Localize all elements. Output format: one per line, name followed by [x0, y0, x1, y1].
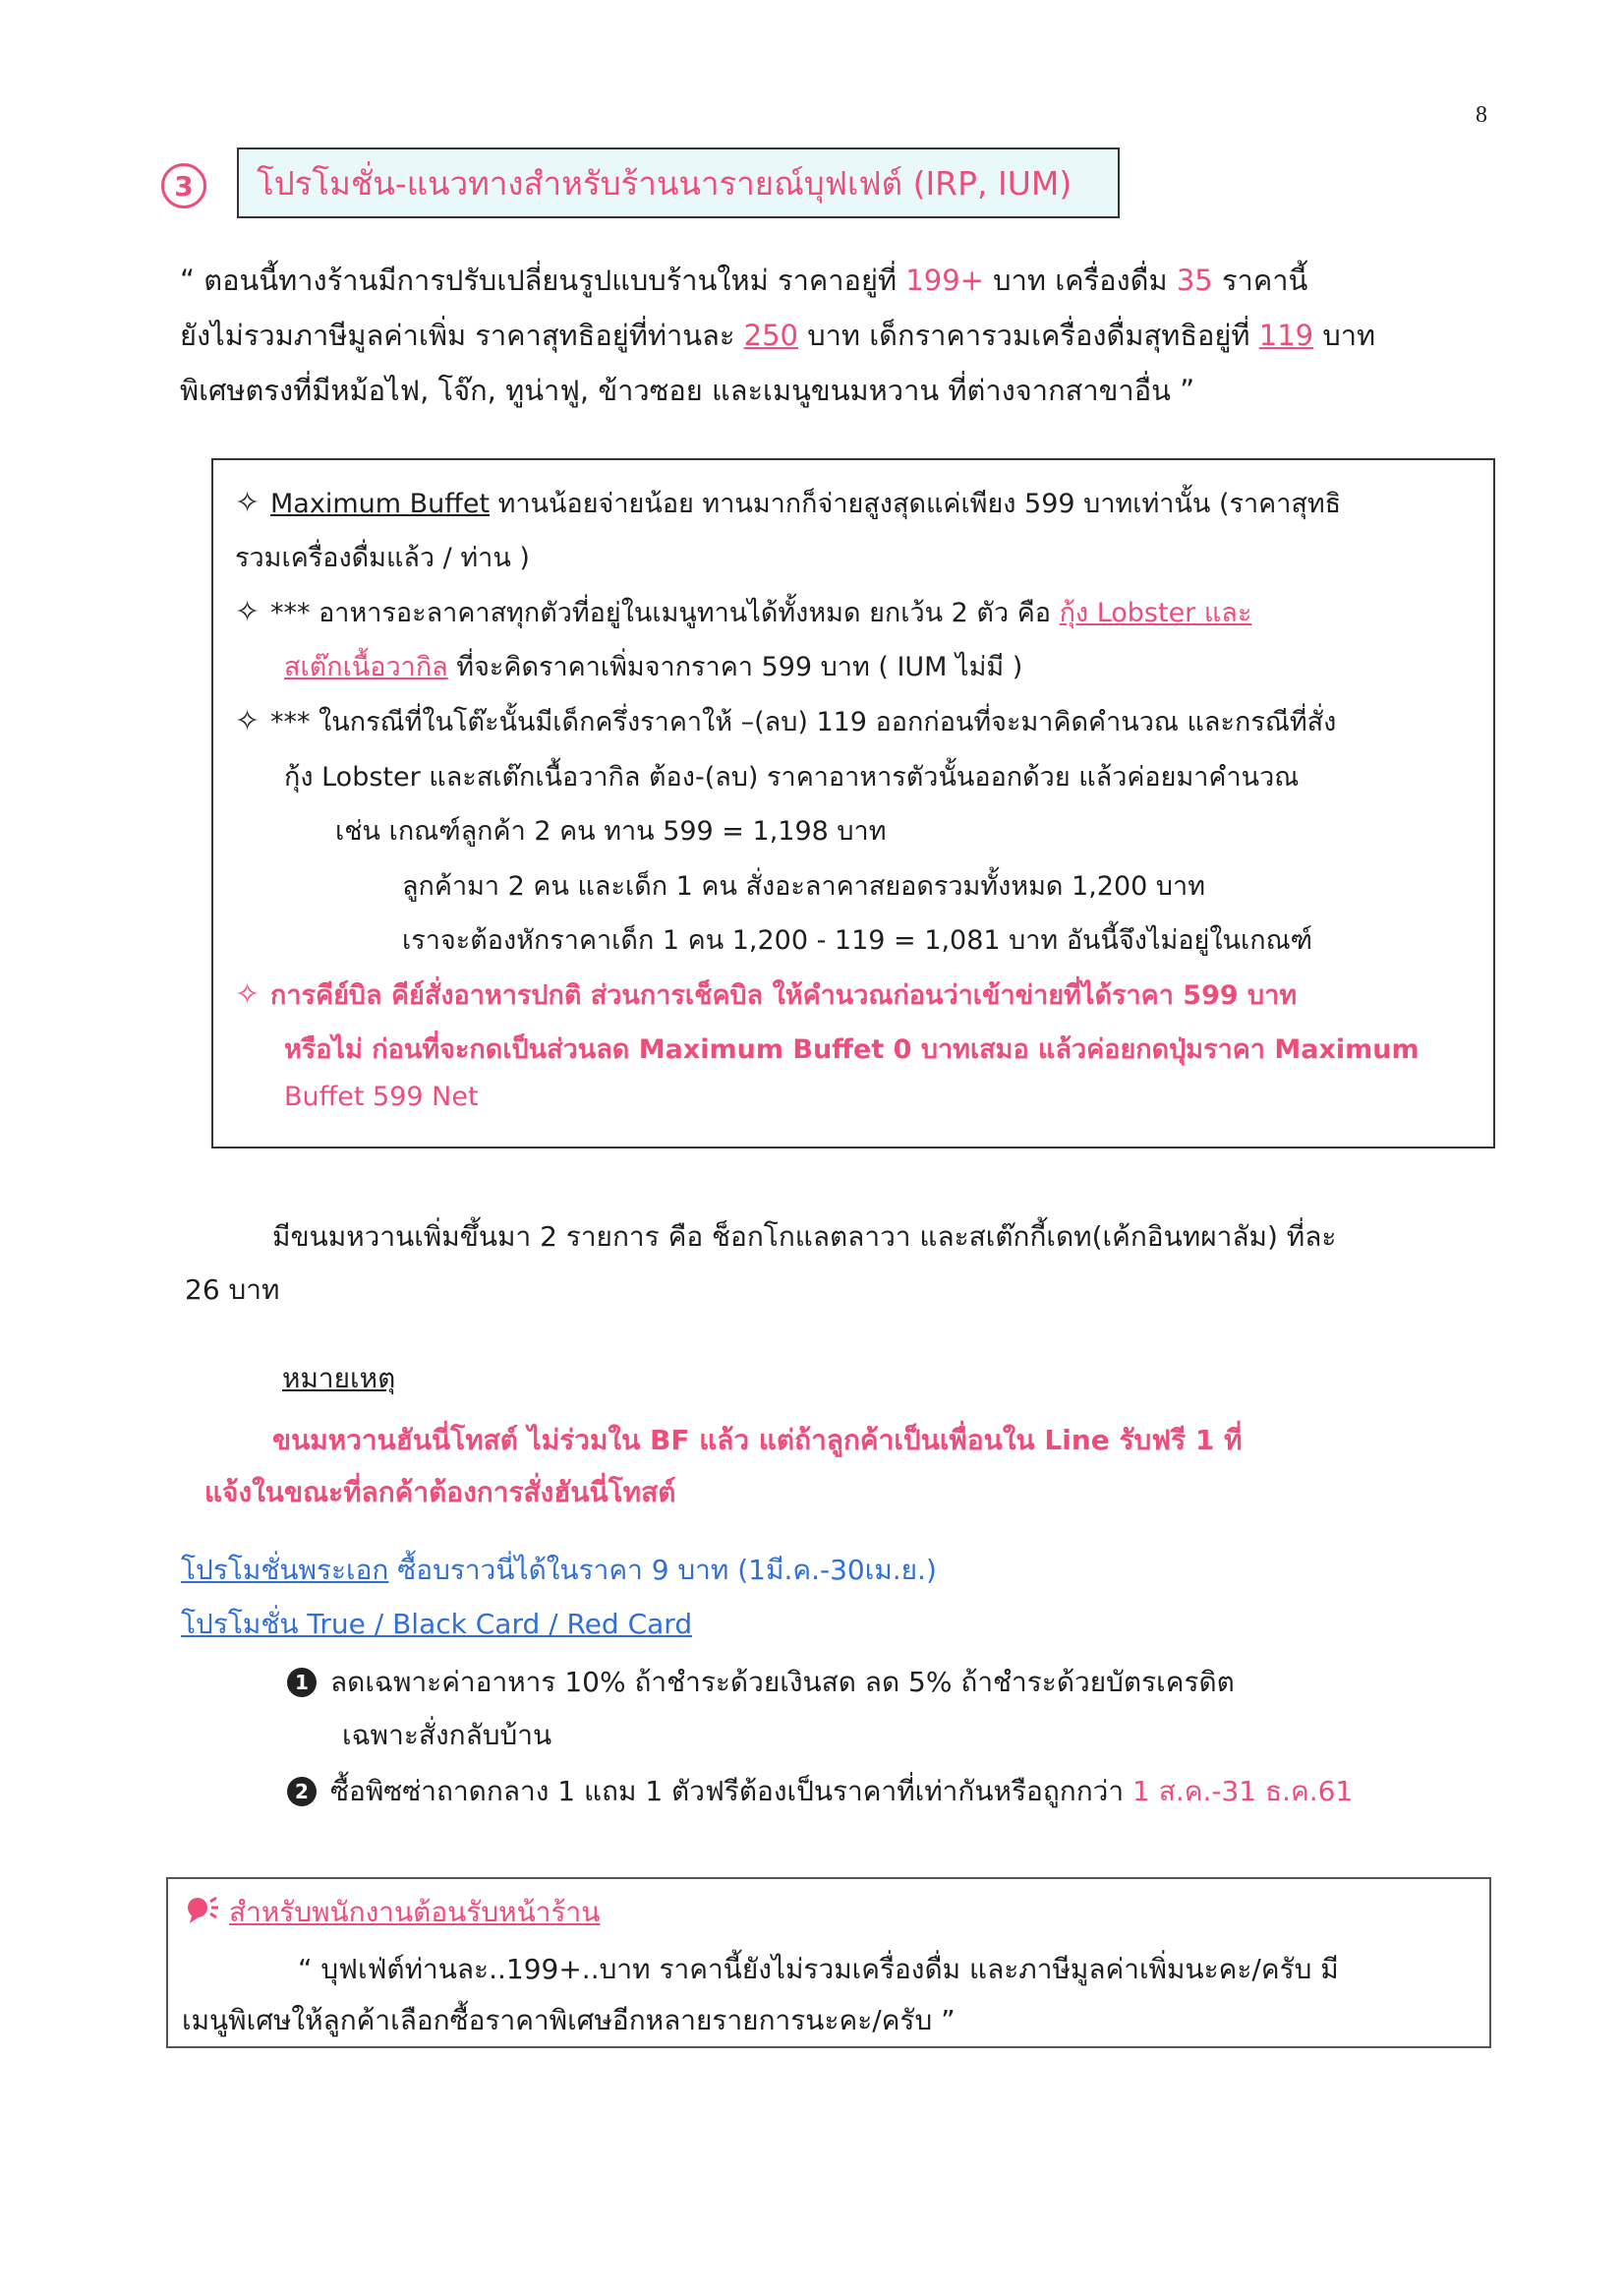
intro-text: บาท	[1313, 319, 1376, 352]
promo-card-item-text: ลดเฉพาะค่าอาหาร 10% ถ้าชำระด้วยเงินสด ลด 5% ถ้าชำระด้วยบัตรเครดิต	[330, 1666, 1235, 1698]
staff-heading	[186, 1891, 600, 1934]
rule-3	[235, 700, 1336, 742]
promo-card-label: โปรโมชั่น True / Black Card / Red Card	[181, 1608, 693, 1640]
rules-box	[211, 458, 1495, 1148]
section-title-box	[237, 147, 1120, 218]
promo-card-item-text: ซื้อพิซซ่าถาดกลาง 1 แถม 1 ตัวฟรีต้องเป็นราคาที่เท่ากันหรือถูกกว่า	[330, 1775, 1133, 1807]
intro-line-3: พิเศษตรงที่มีหม้อไฟ, โจ๊ก, ทูน่าฟู, ข้าวซอย และเมนูขนมหวาน ที่ต่างจากสาขาอื่น ”	[180, 374, 1195, 407]
remark-line-2: แจ้งในขณะที่ลกค้าต้องการสั่งฮันนี่โทสต์	[204, 1476, 676, 1508]
four-point-star-icon: ✧	[235, 486, 261, 520]
page-number: 8	[1476, 102, 1487, 128]
remark-line-1: ขนมหวานฮันนี่โทสต์ ไม่ร่วมใน BF แล้ว แต่ถ้าลูกค้าเป็นเพื่อนใน Line รับฟรี 1 ที่	[272, 1424, 1243, 1456]
intro-price-net: 250	[743, 319, 799, 352]
rule-3-text: *** ในกรณีที่ในโต๊ะนั้นมีเด็กครึ่งราคาให้ –(ลบ) 119 ออกก่อนที่จะมาคิดคำนวณ และกรณีที่สั่ง	[270, 707, 1337, 737]
section-title: โปรโมชั่น-แนวทางสำหรับร้านนารายณ์บุฟเฟต์ (IRP, IUM)	[257, 163, 1072, 203]
rule-1-lead: Maximum Buffet	[270, 489, 491, 519]
promo-card-item-date: 1 ส.ค.-31 ธ.ค.61	[1132, 1775, 1354, 1807]
example-1: เช่น เกณฑ์ลูกค้า 2 คน ทาน 599 = 1,198 บาท	[335, 816, 887, 847]
intro-line-2	[180, 313, 1375, 358]
four-point-star-icon: ✧	[235, 595, 261, 629]
intro-line-1	[180, 258, 1307, 303]
promo-star-label: โปรโมชั่นพระเอก	[181, 1554, 389, 1586]
promo-card-item-2	[287, 1770, 1353, 1813]
staff-line-1: “ บุฟเฟ่ต์ท่านละ..199+..บาท ราคานี้ยังไม่รวมเครื่องดื่ม และภาษีมูลค่าเพิ่มนะคะ/ครับ มี	[298, 1953, 1339, 1985]
rule-4	[235, 973, 1297, 1016]
circled-number-icon: 1	[287, 1668, 317, 1697]
promo-star-text: ซื้อบราวนี่ได้ในราคา 9 บาท (1มี.ค.-30เม.ย.)	[388, 1554, 937, 1586]
intro-price-child: 119	[1258, 319, 1314, 352]
rule-4-cont: หรือไม่ ก่อนที่จะกดเป็นส่วนลด Maximum Buffet 0 บาทเสมอ แล้วค่อยกดปุ่มราคา Maximum	[284, 1034, 1420, 1065]
rule-4-text: การคีย์บิล คีย์สั่งอาหารปกติ ส่วนการเช็คบิล ให้คำนวณก่อนว่าเข้าข่ายที่ได้ราคา 599 บาท	[270, 980, 1298, 1011]
rule-1-text: ทานน้อยจ่ายน้อย ทานมากก็จ่ายสูงสุดแค่เพียง 599 บาทเท่านั้น (ราคาสุทธิ	[490, 489, 1342, 519]
promo-star	[181, 1549, 937, 1592]
rule-1-cont: รวมเครื่องดื่มแล้ว / ท่าน )	[235, 543, 530, 573]
section-number-badge: 3	[161, 163, 206, 208]
speaker-icon	[186, 1896, 219, 1925]
promo-card-item-1-cont: เฉพาะสั่งกลับบ้าน	[342, 1719, 552, 1751]
dessert-line-2: 26 บาท	[185, 1273, 280, 1306]
intro-text: “ ตอนนี้ทางร้านมีการปรับเปลี่ยนรูปแบบร้านใหม่ ราคาอยู่ที่	[180, 264, 906, 297]
rule-2-cont	[284, 645, 1022, 687]
intro-price-drink: 35	[1176, 264, 1213, 297]
intro-price-adult: 199+	[905, 264, 984, 297]
rule-2-text: ที่จะคิดราคาเพิ่มจากราคา 599 บาท ( IUM ไม่มี )	[447, 652, 1023, 682]
staff-heading-text: สำหรับพนักงานต้อนรับหน้าร้าน	[229, 1896, 601, 1928]
intro-text: บาท เด็กราคารวมเครื่องดื่มสุทธิอยู่ที่	[798, 319, 1259, 352]
example-3: เราจะต้องหักราคาเด็ก 1 คน 1,200 - 119 = 1,081 บาท อันนี้จึงไม่อยู่ในเกณฑ์	[402, 925, 1313, 956]
four-point-star-icon: ✧	[235, 704, 261, 738]
dessert-line-1: มีขนมหวานเพิ่มขึ้นมา 2 รายการ คือ ช็อกโกแลตลาวา และสเต๊กกี้เดท(เค้กอินทผาลัม) ที่ละ	[272, 1220, 1337, 1253]
staff-line-2: เมนูพิเศษให้ลูกค้าเลือกซื้อราคาพิเศษอีกหลายรายการนะคะ/ครับ ”	[182, 2004, 956, 2036]
rule-2-link: สเต๊กเนื้อวากิล	[284, 652, 448, 682]
four-point-star-icon: ✧	[235, 977, 261, 1012]
example-2: ลูกค้ามา 2 คน และเด็ก 1 คน สั่งอะลาคาสยอดรวมทั้งหมด 1,200 บาท	[402, 871, 1206, 902]
rule-3-cont: กุ้ง Lobster และสเต๊กเนื้อวากิล ต้อง-(ลบ) ราคาอาหารตัวนั้นออกด้วย แล้วค่อยมาคำนวณ	[284, 762, 1300, 793]
intro-text: ยังไม่รวมภาษีมูลค่าเพิ่ม ราคาสุทธิอยู่ที่ท่านละ	[180, 319, 744, 352]
rule-2	[235, 591, 1251, 633]
rule-2-text: *** อาหารอะลาคาสทุกตัวที่อยู่ในเมนูทานได้ทั้งหมด ยกเว้น 2 ตัว คือ	[270, 598, 1060, 628]
rule-2-link: กุ้ง Lobster และ	[1059, 598, 1252, 628]
remark-heading: หมายเหตุ	[282, 1362, 396, 1394]
promo-card-item-1	[287, 1661, 1235, 1704]
rule-1	[235, 482, 1341, 524]
staff-script-box	[166, 1877, 1491, 2048]
circled-number-icon: 2	[287, 1777, 317, 1806]
intro-text: ราคานี้	[1212, 264, 1308, 297]
rule-4-cont: Buffet 599 Net	[284, 1082, 479, 1112]
intro-text: บาท เครื่องดื่ม	[983, 264, 1177, 297]
